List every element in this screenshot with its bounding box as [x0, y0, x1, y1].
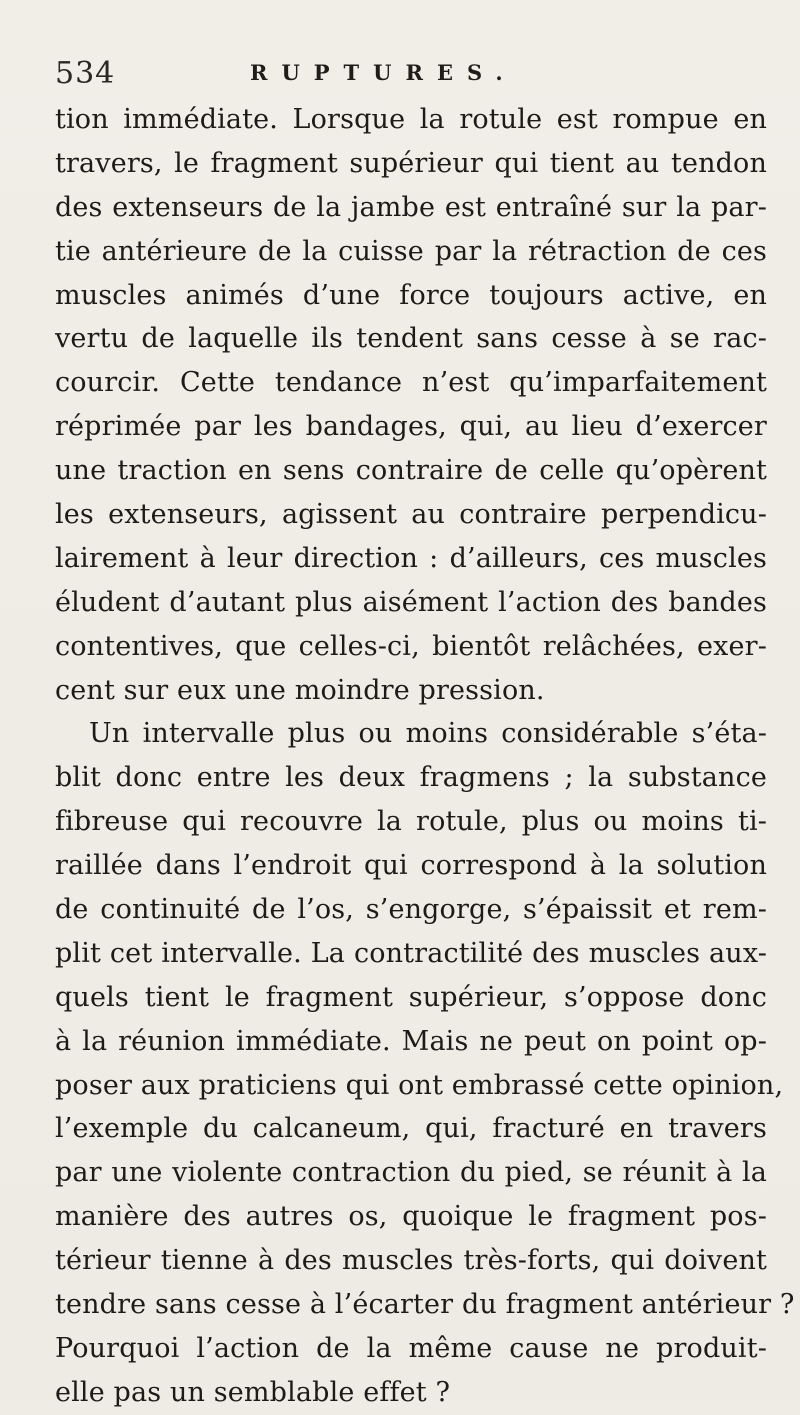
text-line: par une violente contraction du pied, se réunit à la — [55, 1157, 767, 1189]
text-line: réprimée par les bandages, qui, au lieu d’exercer — [55, 411, 767, 443]
text-line: vertu de laquelle ils tendent sans cesse à se rac- — [55, 323, 767, 355]
text-line: poser aux praticiens qui ont embrassé cette opinion, — [55, 1069, 784, 1101]
text-line: tie antérieure de la cuisse par la rétraction de ces — [55, 235, 767, 267]
text-line: Pourquoi l’action de la même cause ne produit- — [55, 1332, 767, 1364]
text-line: térieur tienne à des muscles très-forts, qui doivent — [55, 1245, 767, 1277]
text-line: tion immédiate. Lorsque la rotule est rompue en — [55, 104, 767, 135]
paragraph-first-line: Un intervalle plus ou moins considérable s’éta- — [89, 718, 767, 750]
paragraph-last-line: elle pas un semblable effet ? — [55, 1376, 451, 1408]
text-line: fibreuse qui recouvre la rotule, plus ou moins ti- — [55, 806, 767, 838]
text-line: manière des autres os, quoique le fragment pos- — [55, 1201, 767, 1233]
text-line: l’exemple du calcaneum, qui, fracturé en travers — [55, 1113, 767, 1145]
text-line: éludent d’autant plus aisément l’action des bandes — [55, 586, 767, 618]
page-number: 534 — [55, 56, 116, 91]
text-line: raillée dans l’endroit qui correspond à la solution — [55, 850, 767, 882]
text-line: une traction en sens contraire de celle qu’opèrent — [55, 455, 767, 487]
text-line: contentives, que celles-ci, bientôt relâchées, exer- — [55, 630, 767, 662]
text-line: muscles animés d’une force toujours active, en — [55, 279, 767, 311]
text-line: travers, le fragment supérieur qui tient au tendon — [55, 147, 767, 179]
text-line: tendre sans cesse à l’écarter du fragment antérieur ? — [55, 1289, 795, 1321]
body-text — [55, 98, 795, 1415]
text-line: lairement à leur direction : d’ailleurs, ces muscles — [55, 542, 767, 574]
text-line: quels tient le fragment supérieur, s’oppose donc — [55, 981, 767, 1013]
text-line: courcir. Cette tendance n’est qu’imparfaitement — [55, 367, 767, 399]
text-line: les extenseurs, agissent au contraire perpendicu- — [55, 499, 767, 531]
text-line: des extenseurs de la jambe est entraîné sur la par- — [55, 191, 767, 223]
paragraph-last-line: cent sur eux une moindre pression. — [55, 674, 545, 706]
text-line: à la réunion immédiate. Mais ne peut on point op- — [55, 1025, 767, 1057]
running-title: RUPTURES. — [250, 60, 517, 85]
text-line: plit cet intervalle. La contractilité des muscles aux- — [55, 937, 767, 969]
text-line: de continuité de l’os, s’engorge, s’épaissit et rem- — [55, 894, 767, 926]
running-head — [55, 52, 755, 92]
text-line: blit donc entre les deux fragmens ; la substance — [55, 762, 767, 794]
